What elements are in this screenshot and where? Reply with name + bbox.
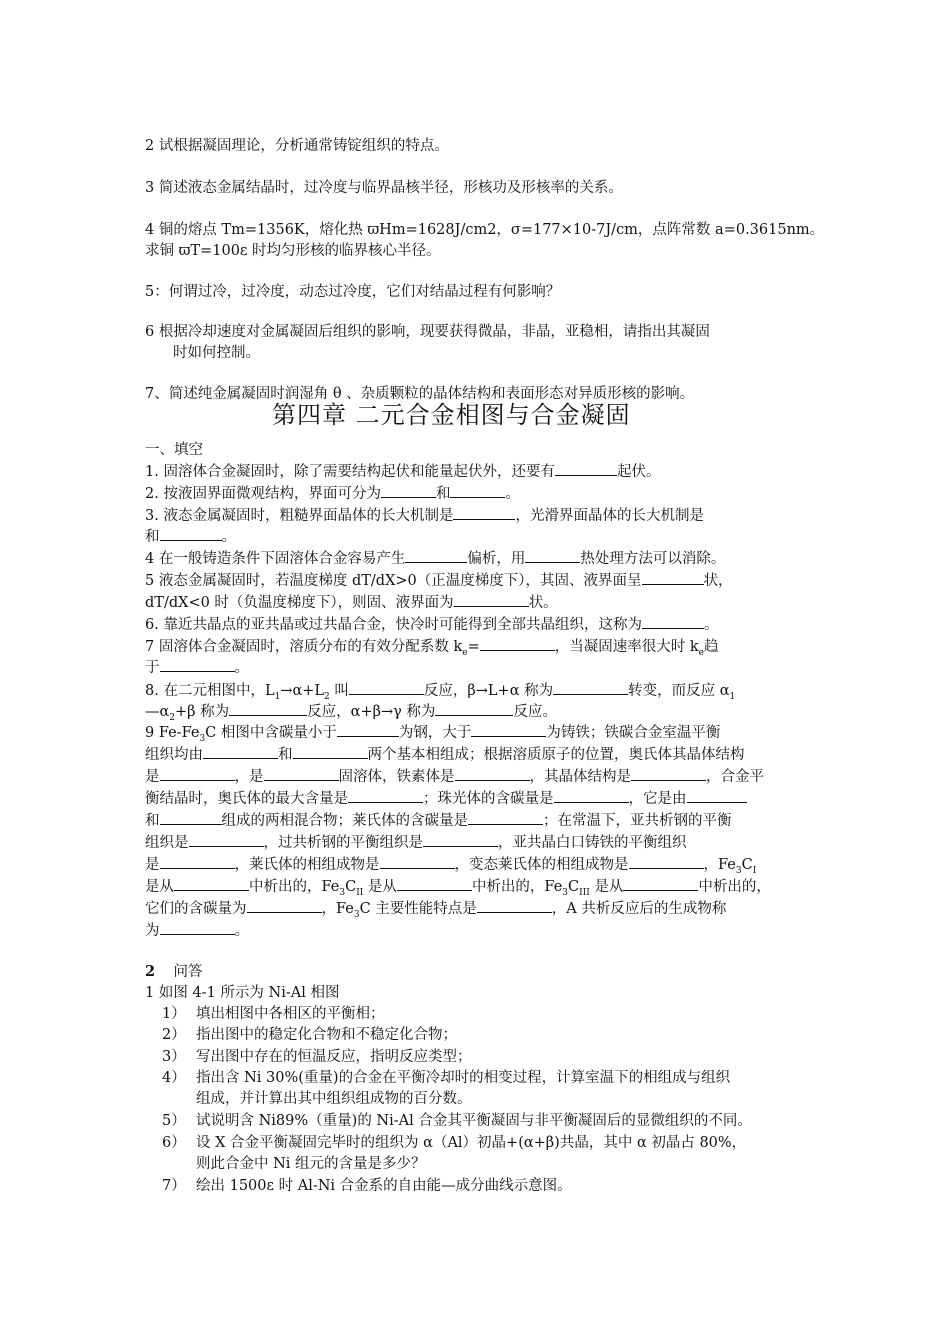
fill-text: 。 xyxy=(703,617,719,633)
fill-text: 趋 xyxy=(703,639,719,655)
blank xyxy=(642,570,704,585)
qa-num: 2） xyxy=(162,1027,186,1043)
blank xyxy=(480,636,555,651)
fill-text: 热处理方法可以消除。 xyxy=(580,551,726,567)
fill-text: 6. 靠近共晶点的亚共晶或过共晶合金，快冷时可能得到全部共晶组织，这称为 xyxy=(145,617,642,633)
qa-item-2-text: 指出图中的稳定化合物和不稳定化合物； xyxy=(196,1027,457,1043)
fill-text: 2. 按液固界面微观结构，界面可分为 xyxy=(145,486,381,502)
question-6-cont: 时如何控制。 xyxy=(173,345,260,361)
fill-text: 反应，α+β→γ 称为 xyxy=(307,704,436,720)
qa-num: 6） xyxy=(162,1135,186,1151)
fill-text: 是从 xyxy=(589,879,624,895)
fill-text: 两个基本相组成；根据溶质原子的位置，奥氏体其晶体结构 xyxy=(367,747,745,763)
qa-item-6-cont: 则此合金中 Ni 组元的含量是多少？ xyxy=(196,1156,426,1172)
qa-num: 3） xyxy=(162,1049,186,1065)
fill-text: C 相图中含碳量小于 xyxy=(205,725,337,741)
fill-text: 衡结晶时，奥氏体的最大含量是 xyxy=(145,791,348,807)
subscript: e xyxy=(462,647,468,658)
fill-text: 。 xyxy=(234,923,249,939)
blank xyxy=(229,701,307,716)
fill-text: 为 xyxy=(145,923,160,939)
blank xyxy=(471,722,546,737)
fill-text: ，变态莱氏体的相组成物是 xyxy=(454,857,629,873)
blank xyxy=(264,766,339,781)
fill-text: 为钢，大于 xyxy=(398,725,472,741)
blank xyxy=(160,810,222,825)
fill-text: 是从 xyxy=(363,879,397,895)
blank xyxy=(160,526,222,541)
fill-text: ；珠光体的含碳量是 xyxy=(423,791,554,807)
fill-text: 固溶体，铁素体是 xyxy=(338,769,455,785)
blank xyxy=(160,854,235,869)
fill-text: 9 Fe-Fe xyxy=(145,725,200,741)
blank xyxy=(189,832,264,847)
fill-text: C 主要性能特点是 xyxy=(359,901,477,917)
question-5: 5：何谓过冷，过冷度，动态过冷度，它们对结晶过程有何影响？ xyxy=(145,284,561,300)
section-label: 问答 xyxy=(173,964,203,980)
section-fill-title: 一、填空 xyxy=(145,442,203,458)
fill-text: 1. 固溶体合金凝固时，除了需要结构起伏和能量起伏外，还要有 xyxy=(145,464,555,480)
blank xyxy=(247,898,322,913)
subscript: 2 xyxy=(324,691,330,702)
fill-text: ；在常温下，亚共析钢的平衡 xyxy=(543,813,732,829)
fill-text: 状。 xyxy=(528,595,558,611)
fill-text: 组织是 xyxy=(145,835,189,851)
blank xyxy=(554,788,629,803)
blank xyxy=(160,920,235,935)
subscript: III xyxy=(579,887,590,898)
fill-text: 偏析，用 xyxy=(467,551,526,567)
fill-text: 是 xyxy=(145,769,160,785)
blank xyxy=(553,680,628,695)
blank xyxy=(423,832,498,847)
blank xyxy=(468,810,543,825)
fill-text: →α+L xyxy=(280,683,325,699)
fill-text: dT/dX<0 时（负温度梯度下），则固、液界面为 xyxy=(145,595,454,611)
fill-text: C xyxy=(345,879,357,895)
subscript: 3 xyxy=(735,865,742,876)
fill-text: C xyxy=(741,857,753,873)
qa-item-4-text: 指出含 Ni 30%(重量)的合金在平衡冷却时的相变过程，计算室温下的相组成与组织 xyxy=(196,1070,731,1086)
qa-item-6-text: 设 X 合金平衡凝固完毕时的组织为 α（Al）初晶+(α+β)共晶，其中 α 初晶占 80%， xyxy=(196,1135,747,1151)
fill-text: 和 xyxy=(435,486,451,502)
blank xyxy=(397,876,472,891)
subscript: 3 xyxy=(562,887,569,898)
qa-num: 7） xyxy=(162,1178,186,1194)
fill-text: 是从 xyxy=(145,879,174,895)
fill-text: ，A 共析反应后的生成物称 xyxy=(551,901,727,917)
blank xyxy=(405,548,467,563)
fill-text: 3. 液态金属凝固时，粗糙界面晶体的长大机制是 xyxy=(145,508,454,524)
blank xyxy=(435,701,513,716)
subscript: 1 xyxy=(274,691,281,702)
fill-text: ，过共析钢的平衡组织是 xyxy=(263,835,423,851)
subscript: II xyxy=(356,887,364,898)
fill-item-4 xyxy=(145,548,810,569)
fill-text: —α xyxy=(145,704,170,720)
fill-text: 组成的两相混合物；莱氏体的含碳量是 xyxy=(221,813,468,829)
fill-item-9-l10 xyxy=(145,920,810,941)
blank xyxy=(454,592,529,607)
subscript: 2 xyxy=(169,712,176,723)
subscript: 3 xyxy=(199,733,206,744)
fill-text: 它们的含碳量为 xyxy=(145,901,247,917)
question-4: 4 铜的熔点 Tm=1356K，熔化热 ϖHm=1628J/cm2，σ=177×10-7J/cm，点阵常数 a=0.3615nm。 xyxy=(145,222,825,238)
fill-text: 中析出的， xyxy=(698,879,771,895)
qa-item-4-cont: 组成，并计算出其中组织组成物的百分数。 xyxy=(196,1091,472,1107)
blank xyxy=(453,505,515,520)
blank xyxy=(525,548,580,563)
fill-text: 起伏。 xyxy=(616,464,661,480)
question-6: 6 根据冷却速度对金属凝固后组织的影响，现要获得微晶，非晶，亚稳相，请指出其凝固 xyxy=(145,324,710,340)
fill-text: 。 xyxy=(505,486,520,502)
fill-text: 于 xyxy=(145,660,160,676)
subscript: 1 xyxy=(729,691,736,702)
blank xyxy=(349,680,424,695)
blank xyxy=(203,744,278,759)
qa-item-7-text: 绘出 1500ε 时 Al-Ni 合金系的自由能—成分曲线示意图。 xyxy=(196,1178,572,1194)
blank xyxy=(687,788,747,803)
subscript: 3 xyxy=(339,887,346,898)
fill-text: 是 xyxy=(145,857,160,873)
subscript: I xyxy=(752,865,757,876)
blank xyxy=(450,483,505,498)
fill-text: ，当凝固速率很大时 k xyxy=(554,639,699,655)
qa-num: 5） xyxy=(162,1113,186,1129)
blank xyxy=(642,614,704,629)
fill-text: 。 xyxy=(221,529,236,545)
fill-text: 叫 xyxy=(329,683,349,699)
fill-text: 4 在一般铸造条件下固溶体合金容易产生 xyxy=(145,551,406,567)
fill-item-9-l4 xyxy=(145,788,810,809)
fill-text: 转变，而反应 α xyxy=(628,683,730,699)
fill-text: 为铸铁；铁碳合金室温平衡 xyxy=(546,725,721,741)
subscript: e xyxy=(698,647,704,658)
fill-item-9-l6 xyxy=(145,832,810,853)
fill-text: C xyxy=(568,879,580,895)
fill-text: 7 固溶体合金凝固时，溶质分布的有效分配系数 k xyxy=(145,639,463,655)
fill-text: ，Fe xyxy=(321,901,354,917)
blank xyxy=(293,744,368,759)
chapter-title: 第四章 二元合金相图与合金凝固 xyxy=(272,401,631,429)
blank xyxy=(380,854,455,869)
fill-item-1 xyxy=(145,461,810,482)
qa-item-1-text: 填出相图中各相区的平衡相； xyxy=(196,1006,385,1022)
fill-item-7-cont xyxy=(145,657,810,678)
section-number: 2 xyxy=(145,963,156,980)
question-4-cont: 求铜 ϖT=100ε 时均匀形核的临界核心半径。 xyxy=(145,243,441,259)
fill-text: ，光滑界面晶体的长大机制是 xyxy=(515,508,704,524)
blank xyxy=(631,766,706,781)
qa-item-3-text: 写出图中存在的恒温反应，指明反应类型； xyxy=(196,1049,472,1065)
fill-text: ，其晶体结构是 xyxy=(529,769,631,785)
blank xyxy=(174,876,249,891)
fill-text: 和 xyxy=(278,747,293,763)
question-2: 2 试根据凝固理论，分析通常铸锭组织的特点。 xyxy=(145,138,449,154)
blank xyxy=(455,766,530,781)
fill-text: 反应，β→L+α 称为 xyxy=(423,683,554,699)
fill-text: ，莱氏体的相组成物是 xyxy=(234,857,380,873)
fill-item-9-l5 xyxy=(145,810,810,831)
fill-text: +β 称为 xyxy=(175,704,230,720)
fill-item-2 xyxy=(145,483,810,504)
fill-text: 8. 在二元相图中，L xyxy=(145,683,275,699)
blank xyxy=(381,483,436,498)
fill-item-5 xyxy=(145,570,810,591)
blank xyxy=(348,788,423,803)
qa-num: 4） xyxy=(162,1070,186,1086)
fill-item-3 xyxy=(145,505,810,526)
fill-text: 。 xyxy=(234,660,249,676)
fill-text: 状， xyxy=(703,573,733,589)
blank xyxy=(555,461,617,476)
qa-item-5-text: 试说明含 Ni89%（重量)的 Ni-Al 合金其平衡凝固与非平衡凝固后的显微组织的不同。 xyxy=(196,1113,752,1129)
fill-text: 和 xyxy=(145,529,160,545)
fill-text: ，合金平 xyxy=(706,769,764,785)
fill-item-3-cont xyxy=(145,526,810,547)
qa-intro: 1 如图 4-1 所示为 Ni-Al 相图 xyxy=(145,985,340,1001)
blank xyxy=(477,898,552,913)
fill-text: 5 液态金属凝固时，若温度梯度 dT/dX>0（正温度梯度下），其固、液界面呈 xyxy=(145,573,642,589)
fill-item-5-cont xyxy=(145,592,810,613)
fill-text: 组织均由 xyxy=(145,747,203,763)
fill-text: 中析出的，Fe xyxy=(249,879,340,895)
fill-item-9-l2 xyxy=(145,744,810,765)
fill-text: 和 xyxy=(145,813,160,829)
subscript: 3 xyxy=(353,909,360,920)
fill-text: 反应。 xyxy=(513,704,557,720)
fill-text: ，是 xyxy=(234,769,264,785)
fill-text: 中析出的，Fe xyxy=(471,879,563,895)
fill-item-9-l3 xyxy=(145,766,810,787)
fill-text: ，Fe xyxy=(703,857,736,873)
question-7: 7、简述纯金属凝固时润湿角 θ 、杂质颗粒的晶体结构和表面形态对异质形核的影响。 xyxy=(145,386,695,402)
blank xyxy=(160,766,235,781)
qa-num: 1） xyxy=(162,1006,186,1022)
blank xyxy=(160,657,235,672)
blank xyxy=(629,854,704,869)
blank xyxy=(337,722,399,737)
question-3: 3 简述液态金属结晶时，过冷度与临界晶核半径，形核功及形核率的关系。 xyxy=(145,180,623,196)
fill-text: ，它是由 xyxy=(628,791,687,807)
fill-text: = xyxy=(467,639,480,655)
fill-item-6 xyxy=(145,614,810,635)
section-qa-title xyxy=(145,962,810,982)
fill-text: ，亚共晶白口铸铁的平衡组织 xyxy=(498,835,687,851)
blank xyxy=(623,876,698,891)
